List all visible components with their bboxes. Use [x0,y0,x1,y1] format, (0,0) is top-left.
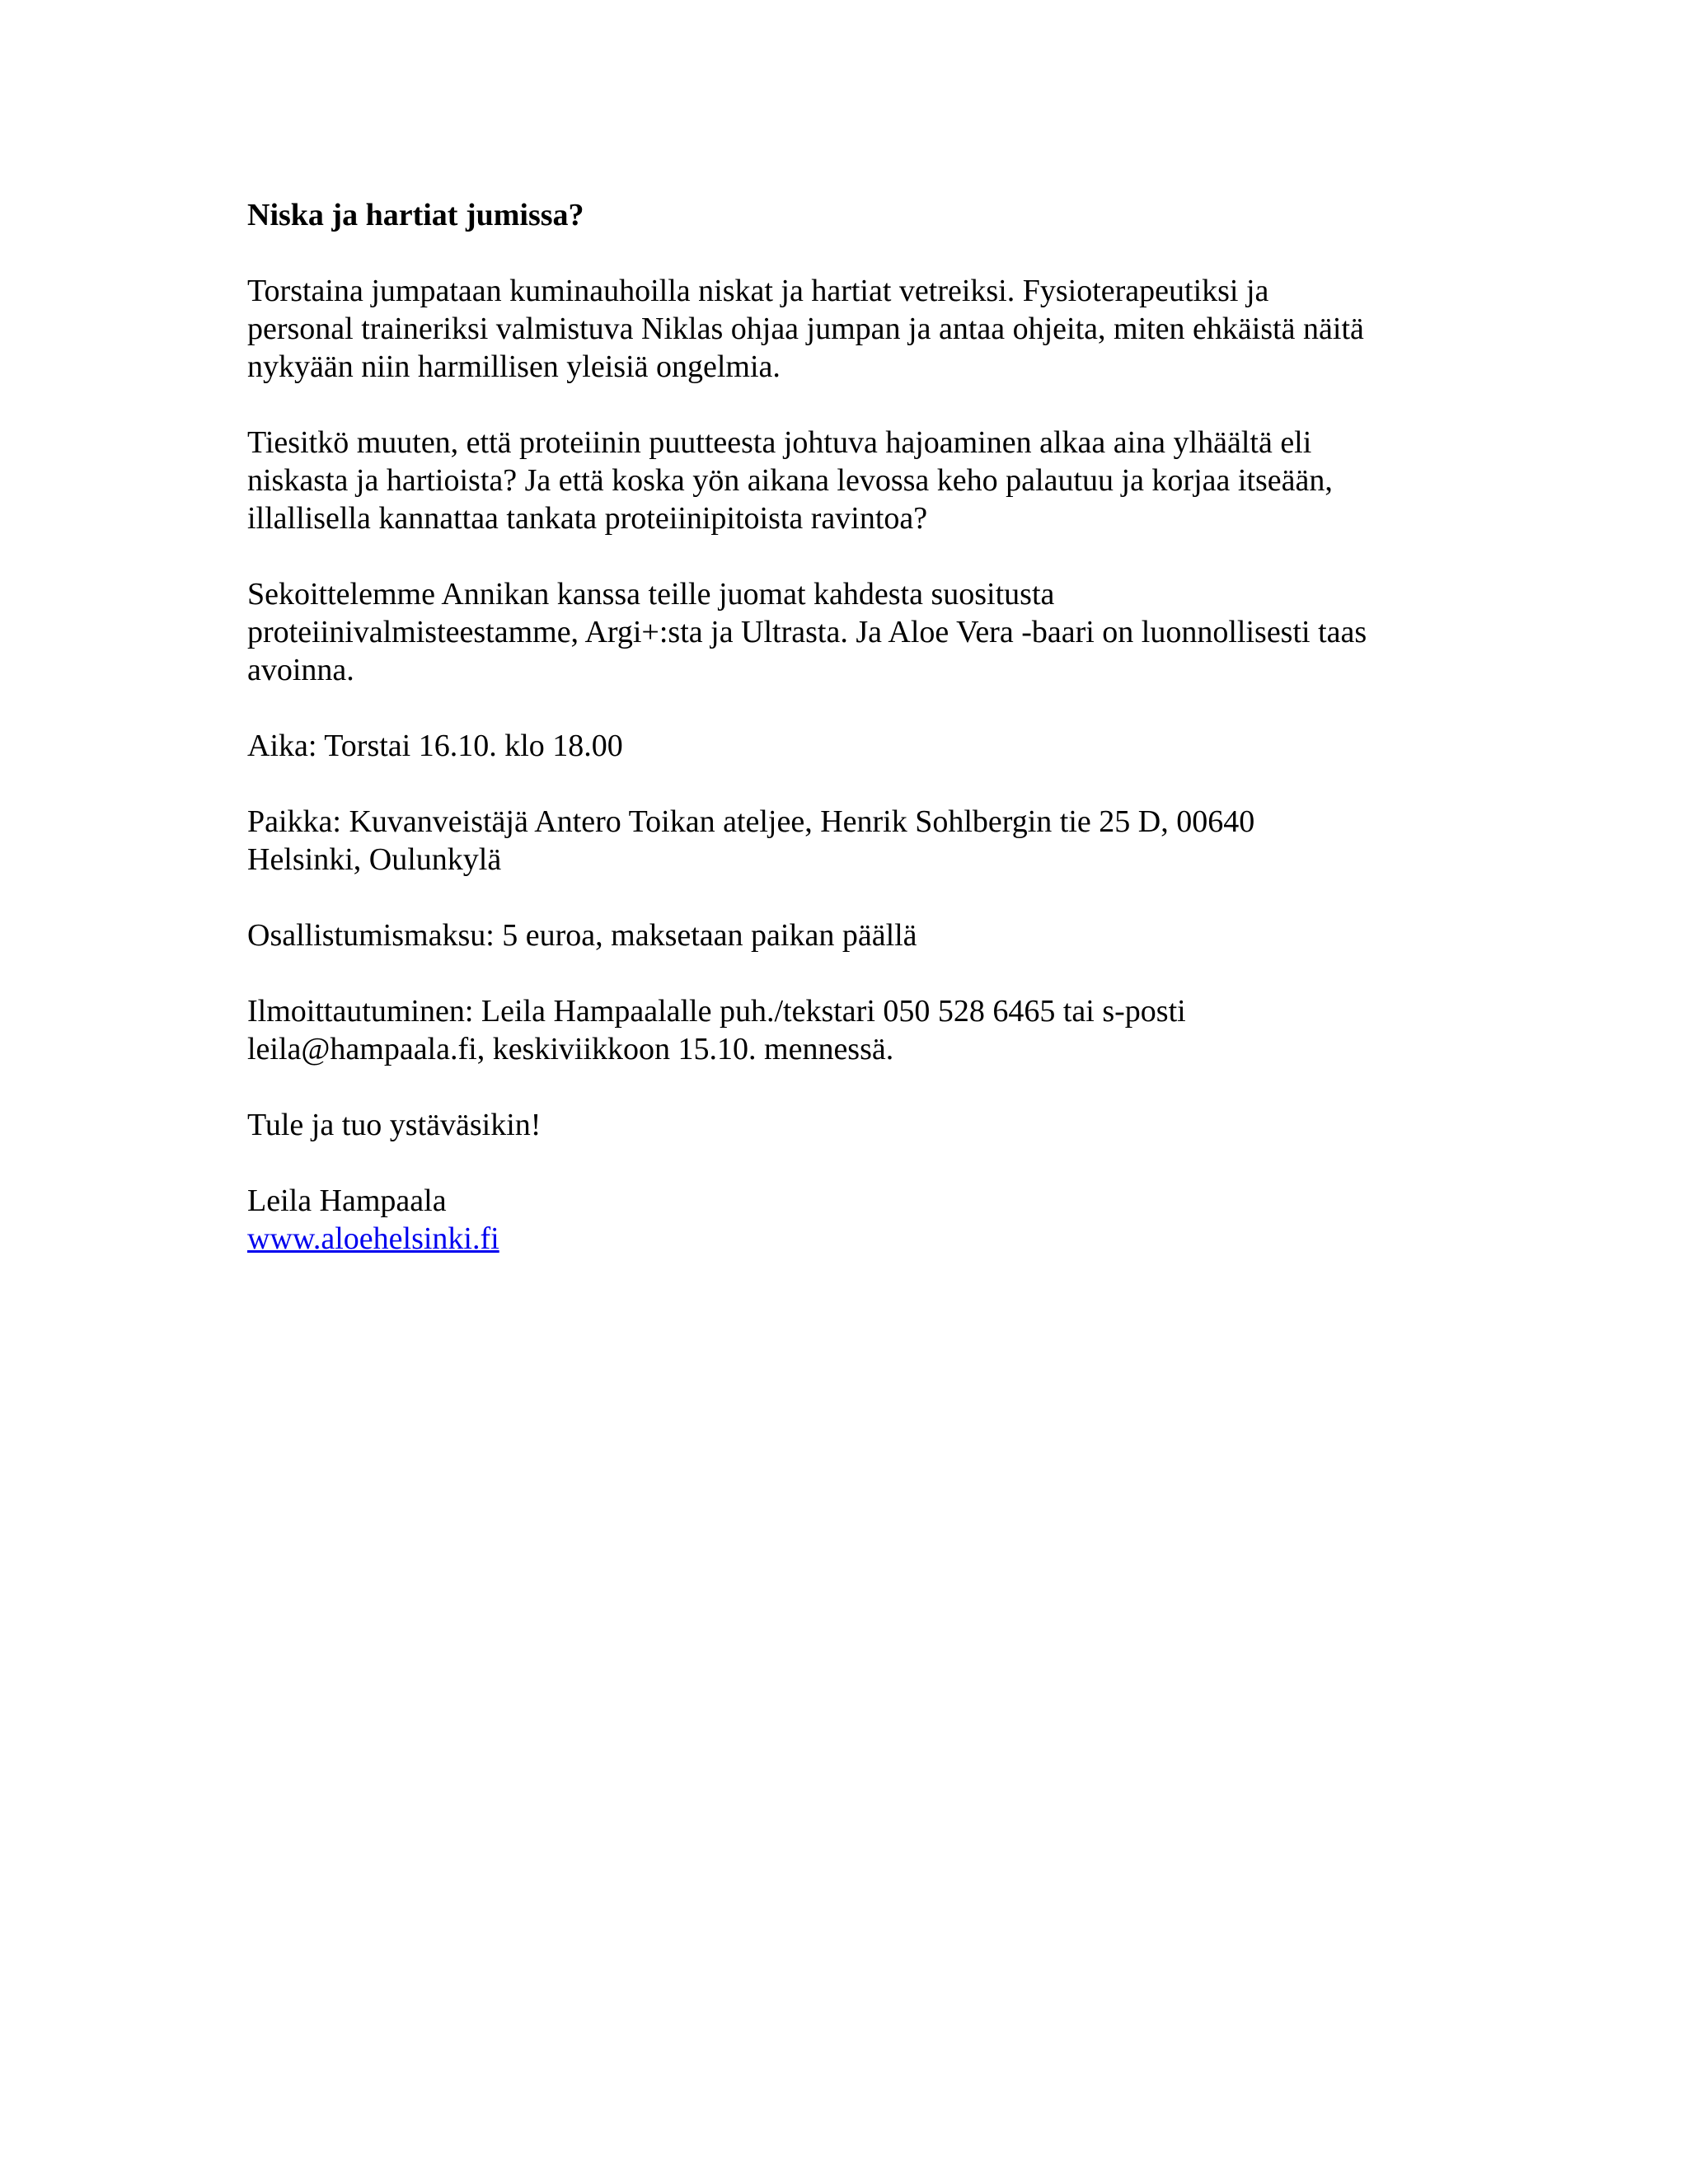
paragraph-protein-info [247,424,1451,537]
paragraph-registration [247,992,1451,1068]
website-link[interactable]: www.aloehelsinki.fi [247,1221,499,1256]
paragraph-line: Helsinki, Oulunkylä [247,842,502,877]
signature-name: Leila Hampaala [247,1183,447,1218]
paragraph-time [247,727,1451,765]
paragraph-line: leila@hampaala.fi, keskiviikkoon 15.10. mennessä. [247,1032,894,1066]
paragraph-line: Aika: Torstai 16.10. klo 18.00 [247,729,623,763]
paragraph-fee [247,916,1451,954]
paragraph-line: Paikka: Kuvanveistäjä Antero Toikan ateljee, Henrik Sohlbergin tie 25 D, 00640 [247,804,1255,839]
paragraph-location [247,803,1451,879]
document-title: Niska ja hartiat jumissa? [247,198,584,232]
paragraph-invite [247,1106,1451,1144]
signature-line [247,1220,1451,1258]
paragraph-line: Torstaina jumpataan kuminauhoilla niskat ja hartiat vetreiksi. Fysioterapeutiksi ja [247,274,1269,308]
paragraph-line: Sekoittelemme Annikan kanssa teille juomat kahdesta suositusta [247,577,1055,612]
paragraph-drinks [247,575,1451,689]
paragraph-line: personal traineriksi valmistuva Niklas ohjaa jumpan ja antaa ohjeita, miten ehkäistä näitä [247,312,1364,346]
paragraph-line: niskasta ja hartioista? Ja että koska yön aikana levossa keho palautuu ja korjaa itseään, [247,463,1333,498]
paragraph-line: Ilmoittautuminen: Leila Hampaalalle puh./tekstari 050 528 6465 tai s-posti [247,994,1186,1029]
paragraph-line: Tiesitkö muuten, että proteiinin puutteesta johtuva hajoaminen alkaa aina ylhäältä eli [247,425,1312,460]
document-body [247,196,1451,1258]
paragraph-line: proteiinivalmisteestamme, Argi+:sta ja Ultrasta. Ja Aloe Vera -baari on luonnollisesti taas [247,615,1367,649]
paragraph-line: avoinna. [247,653,354,687]
paragraph-line: Tule ja tuo ystäväsikin! [247,1108,542,1142]
paragraph-line: Osallistumismaksu: 5 euroa, maksetaan paikan päällä [247,918,917,953]
paragraph-intro [247,272,1451,386]
paragraph-line: illallisella kannattaa tankata proteiinipitoista ravintoa? [247,501,928,536]
signature-block [247,1182,1451,1258]
paragraph-line: nykyään niin harmillisen yleisiä ongelmia. [247,349,781,384]
